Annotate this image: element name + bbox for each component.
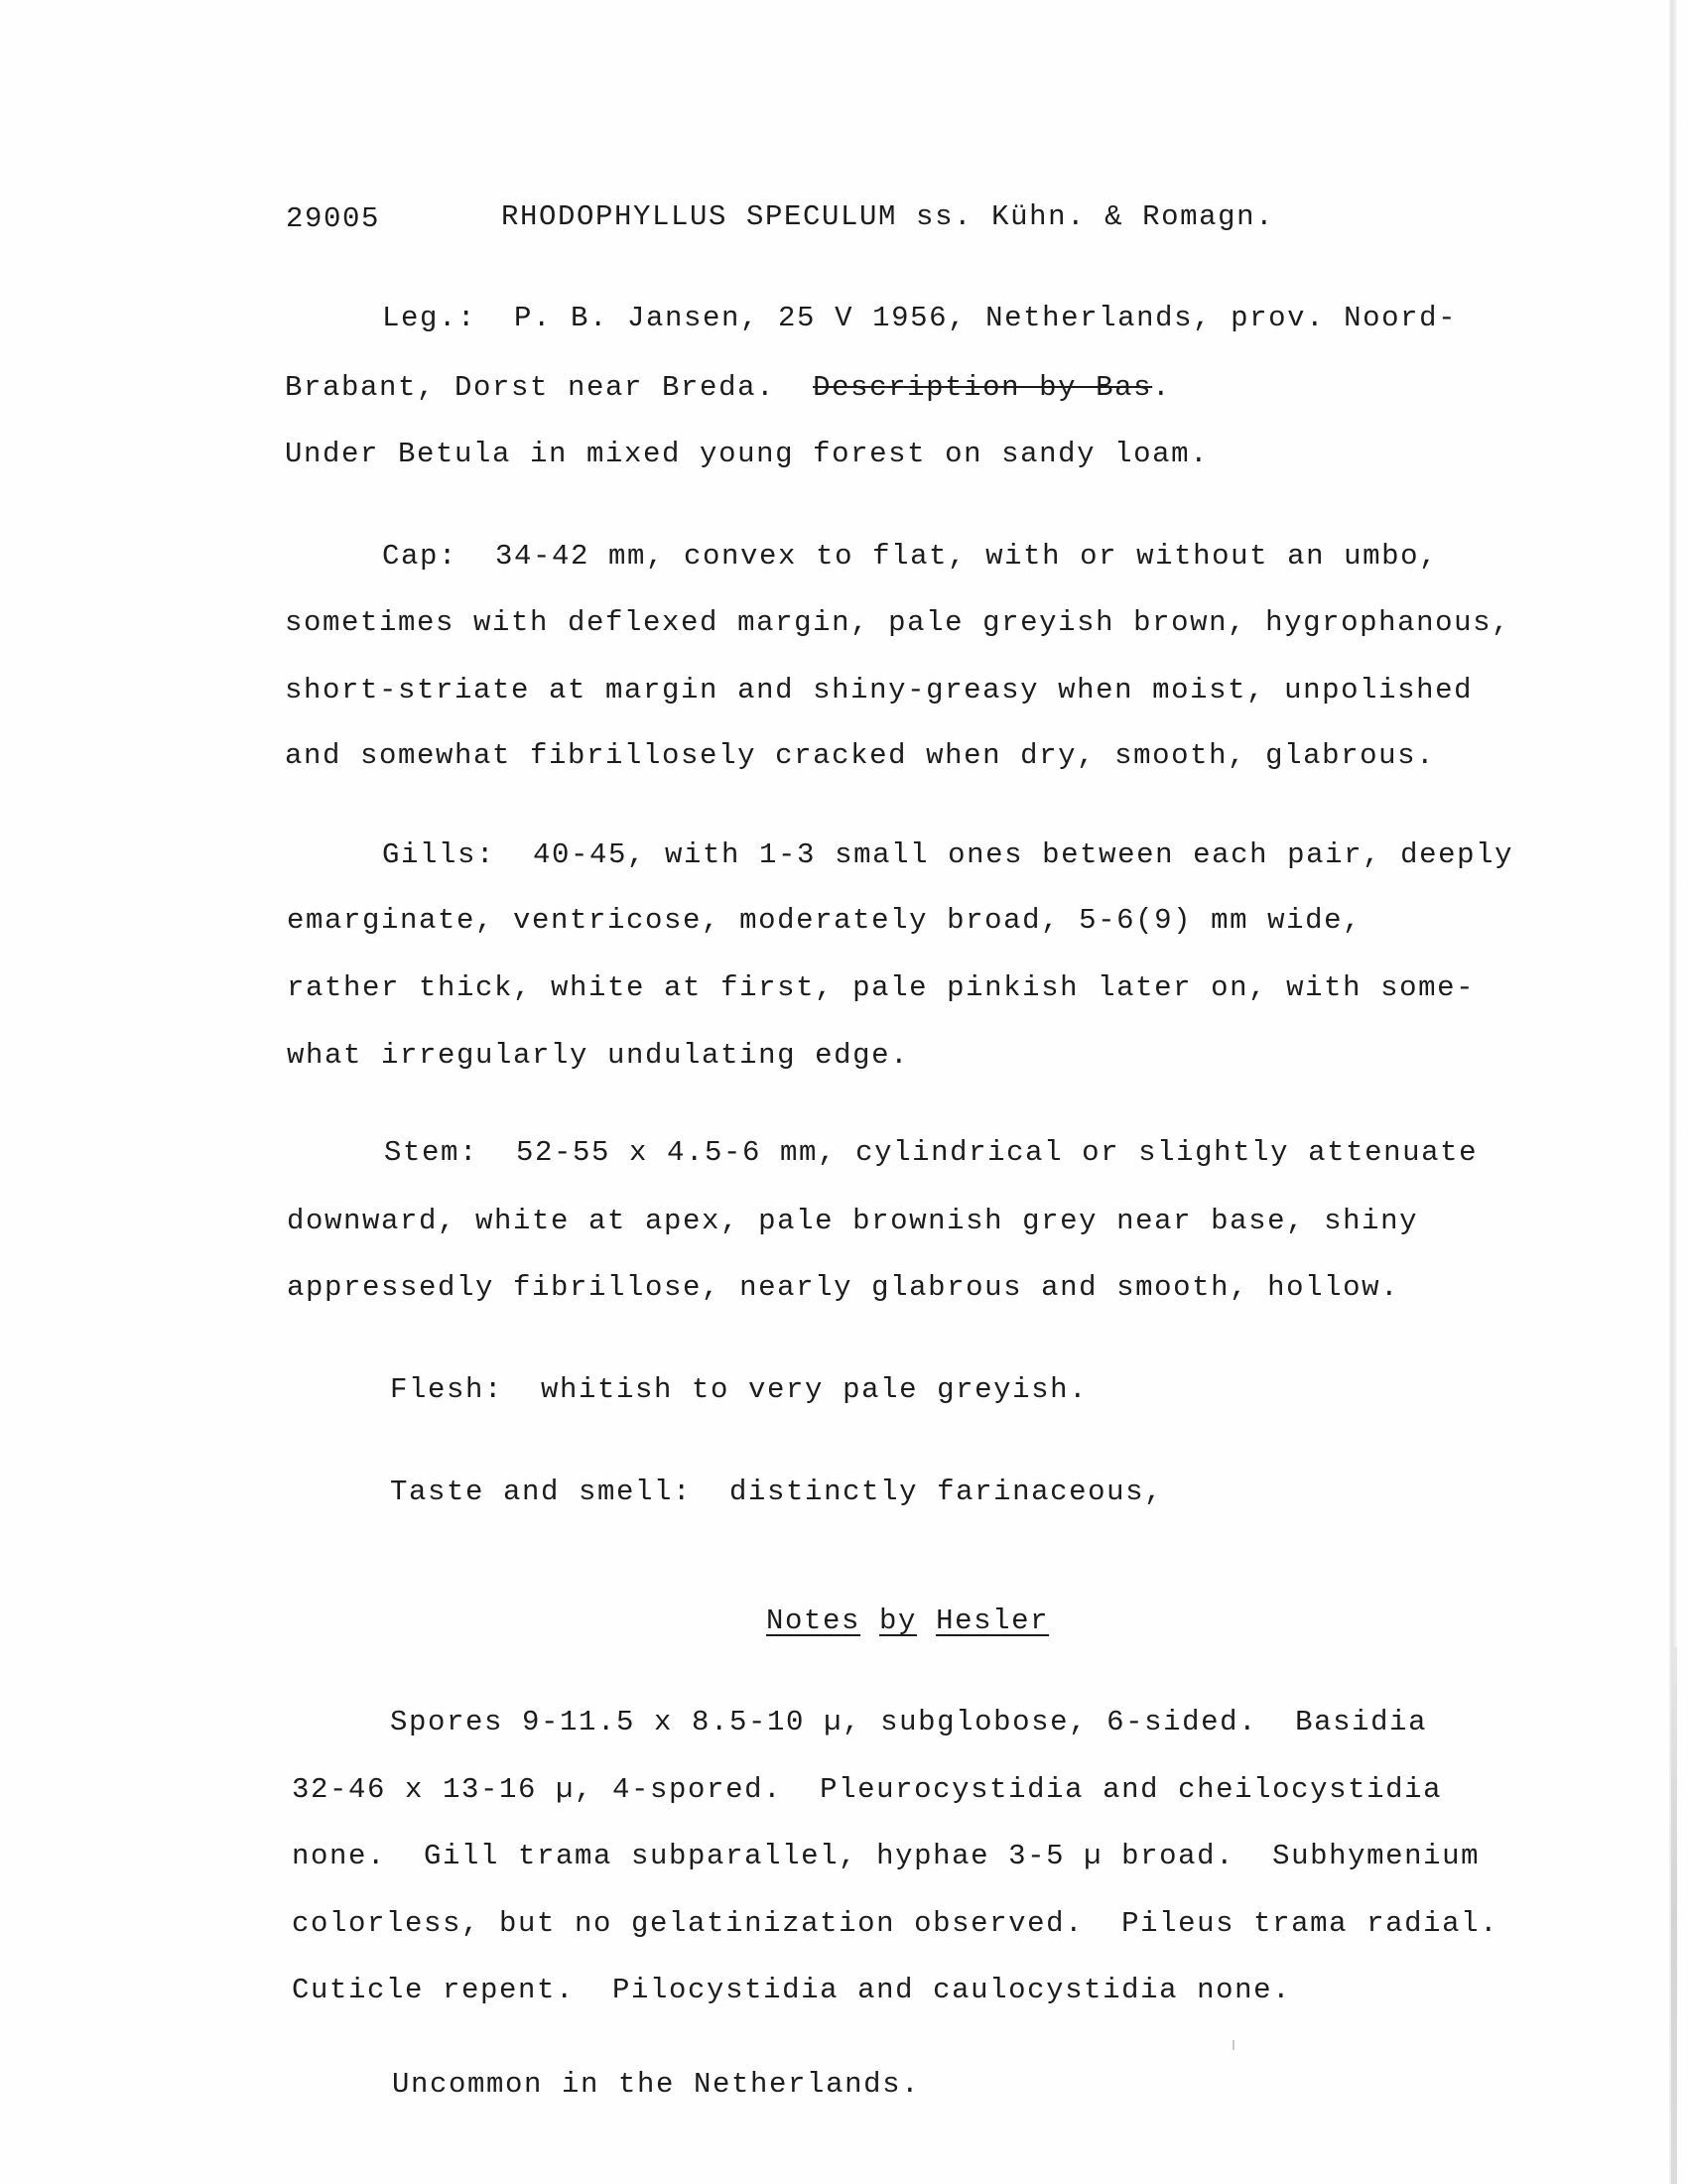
notes-line-3: none. Gill trama subparallel, hyphae 3-5 µ broad. Subhymenium [292,1840,1481,1872]
notes-line-1: Spores 9-11.5 x 8.5-10 µ, subglobose, 6-sided. Basidia [390,1706,1428,1738]
gills-line-3: rather thick, white at first, pale pinkish later on, with some- [287,971,1476,1004]
species-title: RHODOPHYLLUS SPECULUM ss. Kühn. & Romagn. [501,200,1275,233]
taste-smell-line: Taste and smell: distinctly farinaceous, [390,1476,1164,1508]
notes-heading [766,1606,1049,1635]
gills-line-1: Gills: 40-45, with 1-3 small ones between each pair, deeply [382,838,1514,871]
scan-edge-shadow-lower [1671,1647,1677,2184]
gills-line-2: emarginate, ventricose, moderately broad, 5-6(9) mm wide, [287,904,1363,937]
notes-line-2: 32-46 x 13-16 µ, 4-spored. Pleurocystidia and cheilocystidia [292,1773,1443,1806]
stem-line-2: downward, white at apex, pale brownish grey near base, shiny [287,1205,1419,1237]
cap-line-1: Cap: 34-42 mm, convex to flat, with or without an umbo, [382,540,1439,573]
collection-line-1: Leg.: P. B. Jansen, 25 V 1956, Netherlands, prov. Noord- [382,302,1458,334]
notes-line-4: colorless, but no gelatinization observed. Pileus trama radial. [292,1907,1499,1940]
stem-line-3: appressedly fibrillose, nearly glabrous and smooth, hollow. [287,1271,1400,1304]
accession-number: 29005 [286,202,381,235]
collection-line-2-end: . [1152,371,1172,404]
gills-line-4: what irregularly undulating edge. [287,1039,910,1072]
cap-line-3: short-striate at margin and shiny-greasy when moist, unpolished [285,674,1474,707]
scan-speck [1233,2040,1234,2050]
cap-line-2: sometimes with deflexed margin, pale greyish brown, hygrophanous, [285,606,1511,639]
struck-out-text: Description by Bas [813,371,1153,404]
distribution-line: Uncommon in the Netherlands. [392,2068,921,2101]
notes-line-5: Cuticle repent. Pilocystidia and caulocystidia none. [292,1974,1292,2006]
notes-heading-word-2: by [879,1605,918,1637]
collection-line-2 [285,373,1171,402]
cap-line-4: and somewhat fibrillosely cracked when dry, smooth, glabrous. [285,739,1436,772]
notes-heading-word-3: Hesler [936,1605,1050,1637]
flesh-line: Flesh: whitish to very pale greyish. [390,1373,1089,1406]
notes-heading-word-1: Notes [766,1605,861,1637]
collection-line-2-text: Brabant, Dorst near Breda. [285,371,814,404]
stem-line-1: Stem: 52-55 x 4.5-6 mm, cylindrical or slightly attenuate [384,1136,1479,1169]
habitat-line: Under Betula in mixed young forest on sandy loam. [285,438,1210,470]
